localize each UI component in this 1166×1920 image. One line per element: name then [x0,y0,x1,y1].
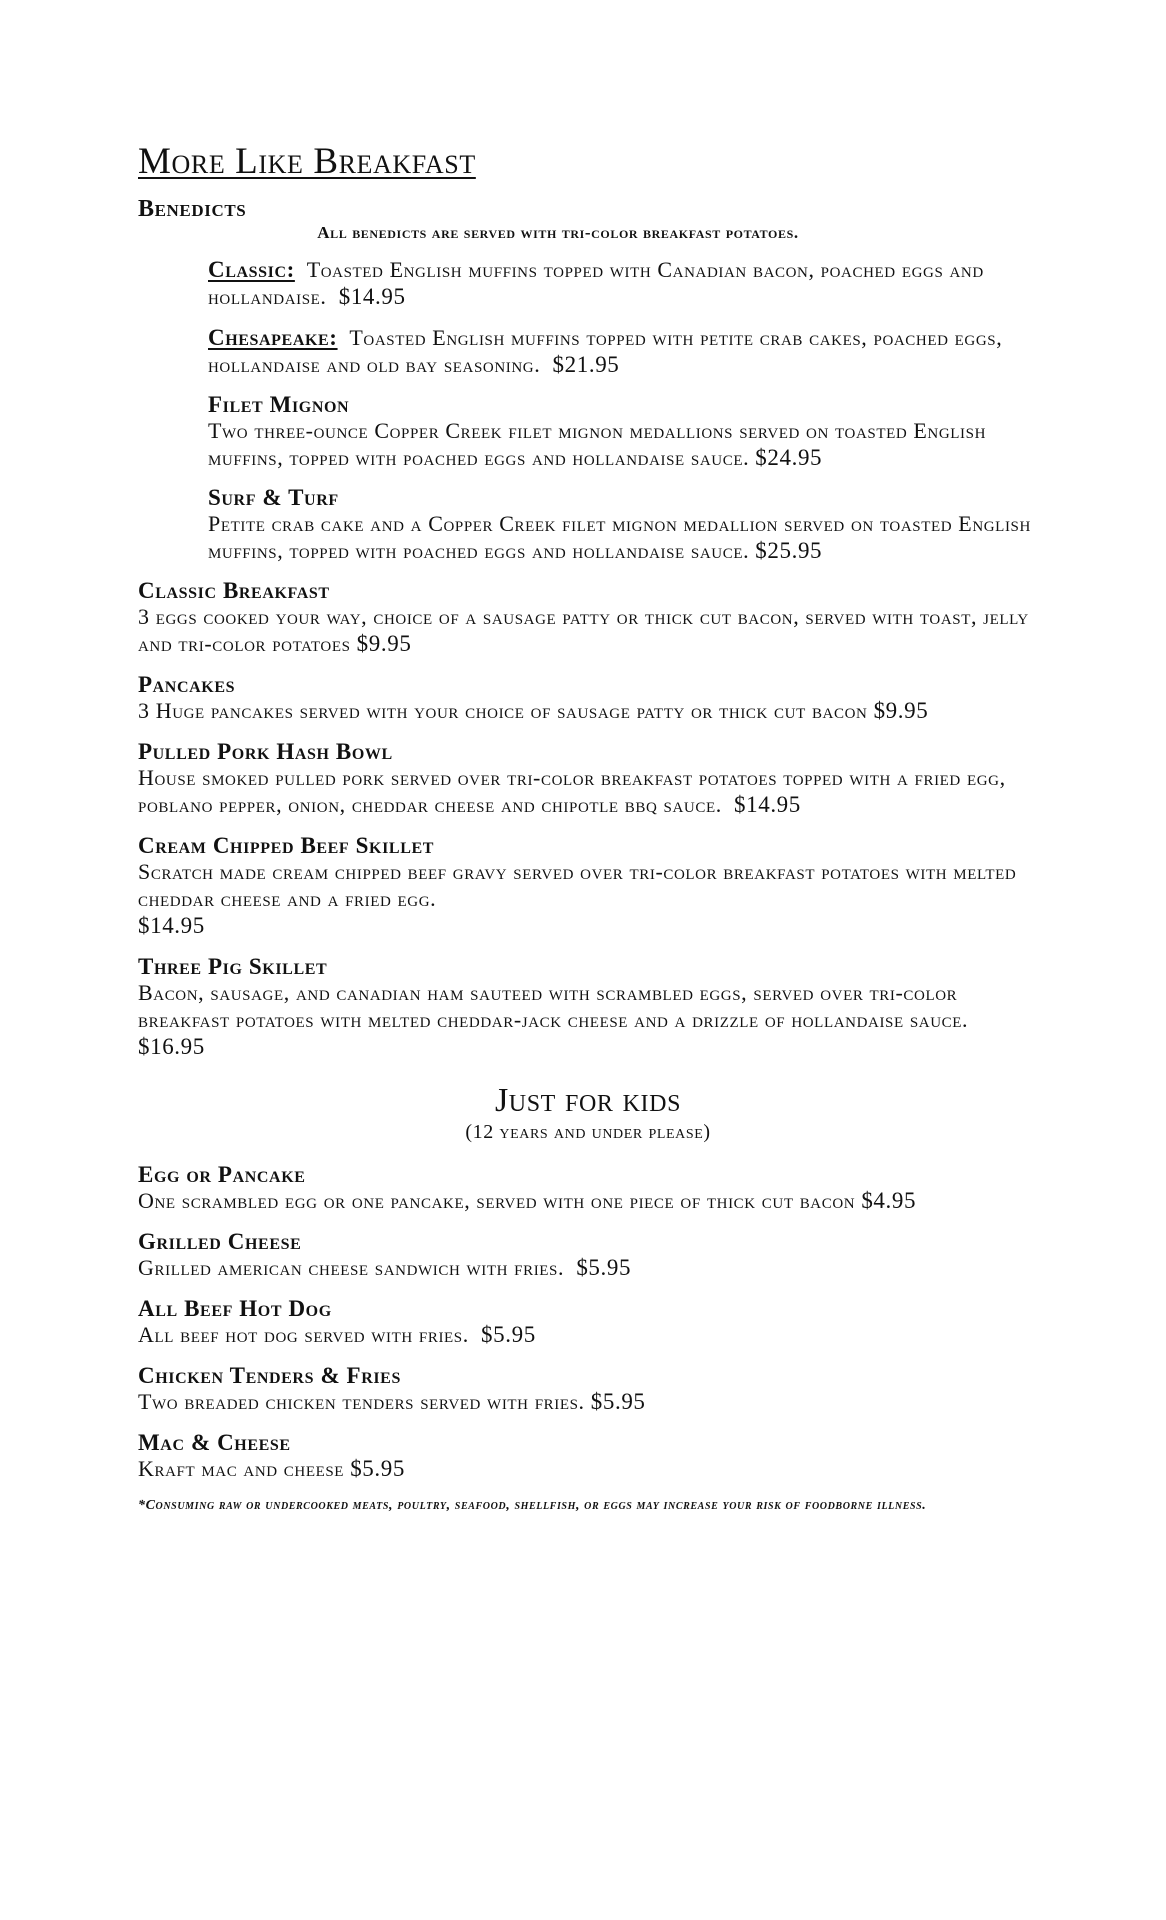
menu-item-pancakes [138,672,1038,724]
item-text: Two breaded chicken tenders served with fries. [138,1389,585,1414]
item-description [138,1187,1038,1214]
item-description [208,417,1038,471]
benedict-item-surf-turf [208,485,1038,564]
page-title: More Like Breakfast [138,141,476,182]
item-text: Petite crab cake and a Copper Creek filet mignon medallion served on toasted English muffins, topped with poached eggs and hollandaise sauce. [208,511,1031,563]
item-text: Grilled american cheese sandwich with fries. [138,1255,565,1280]
kids-section-title: Just for kids [494,1082,682,1119]
item-price: $14.95 [338,284,406,309]
menu-item-three-pig-skillet [138,954,1038,1060]
item-description [208,510,1038,564]
benedict-item-filet-mignon [208,392,1038,471]
item-name: Pulled Pork Hash Bowl [138,739,393,764]
item-description [138,1254,1038,1281]
item-description [138,1321,1038,1348]
item-price: $5.95 [350,1456,405,1481]
item-price: $16.95 [138,1034,205,1059]
item-name: Cream Chipped Beef Skillet [138,833,435,858]
item-price: $24.95 [755,445,823,470]
item-name: Classic: [208,257,295,282]
item-text: Scratch made cream chipped beef gravy served over tri-color breakfast potatoes with melted cheddar cheese and a fried egg. [138,859,1017,911]
kids-item-grilled-cheese [138,1229,1038,1281]
item-text: 3 Huge pancakes served with your choice of sausage patty or thick cut bacon [138,698,868,723]
item-name: Chicken Tenders & Fries [138,1363,401,1388]
item-price: $9.95 [356,631,412,656]
item-description [138,1455,1038,1482]
item-name: Grilled Cheese [138,1229,302,1254]
item-price: $14.95 [734,792,801,817]
item-name: Three Pig Skillet [138,954,328,979]
item-description [138,697,1038,724]
item-text: Two three-ounce Copper Creek filet mignon medallions served on toasted English muffins, topped with poached eggs and hollandaise sauce. [208,418,987,470]
food-safety-disclaimer: *Consuming raw or undercooked meats, poultry, seafood, shellfish, or eggs may increase your risk of foodborne illness. [138,1498,927,1513]
item-description [208,256,1038,310]
item-price: $4.95 [861,1188,917,1213]
item-name: Filet Mignon [208,392,350,417]
item-price: $5.95 [590,1389,646,1414]
item-name: Classic Breakfast [138,578,330,603]
item-name: Chesapeake: [208,325,338,350]
item-text: All beef hot dog served with fries. [138,1322,469,1347]
kids-section-note: (12 years and under please) [465,1121,711,1143]
kids-item-egg-or-pancake [138,1162,1038,1214]
menu-page [138,140,1038,1514]
item-description [138,603,1038,657]
item-price: $5.95 [481,1322,536,1347]
item-description [138,764,1038,818]
benedicts-note: All benedicts are served with tri-color breakfast potatoes. [317,223,799,242]
kids-item-mac-and-cheese [138,1430,1038,1482]
benedict-item-chesapeake [208,324,1038,378]
item-name: Mac & Cheese [138,1430,291,1455]
menu-item-cream-chipped-beef [138,833,1038,939]
item-text: Kraft mac and cheese [138,1456,345,1481]
item-price: $5.95 [576,1255,632,1280]
item-description [138,858,1038,939]
item-name: All Beef Hot Dog [138,1296,332,1321]
item-price: $9.95 [873,698,929,723]
benedicts-heading: Benedicts [138,196,247,222]
menu-item-pulled-pork-hash-bowl [138,739,1038,818]
item-text: 3 eggs cooked your way, choice of a sausage patty or thick cut bacon, served with toast, jelly and tri-color potatoes [138,604,1029,656]
item-name: Pancakes [138,672,236,697]
benedict-item-classic [208,256,1038,310]
item-text: House smoked pulled pork served over tri-color breakfast potatoes topped with a fried egg, poblano pepper, onion, cheddar cheese and chipotle bbq sauce. [138,765,1006,817]
kids-item-chicken-tenders [138,1363,1038,1415]
item-price: $25.95 [755,538,823,563]
item-name: Egg or Pancake [138,1162,306,1187]
item-text: Toasted English muffins topped with petite crab cakes, poached eggs, hollandaise and old bay seasoning. [208,325,1003,377]
item-text: One scrambled egg or one pancake, served with one piece of thick cut bacon [138,1188,856,1213]
item-price: $14.95 [138,913,205,938]
menu-item-classic-breakfast [138,578,1038,657]
kids-item-hot-dog [138,1296,1038,1348]
item-text: Toasted English muffins topped with Canadian bacon, poached eggs and hollandaise. [208,257,984,309]
item-description [138,1388,1038,1415]
item-text: Bacon, sausage, and canadian ham sauteed with scrambled eggs, served over tri-color breakfast potatoes with melted cheddar-jack cheese and a drizzle of hollandaise sauce. [138,980,969,1032]
item-price: $21.95 [552,352,620,377]
item-description [138,979,1038,1060]
item-description [208,324,1038,378]
item-name: Surf & Turf [208,485,339,510]
